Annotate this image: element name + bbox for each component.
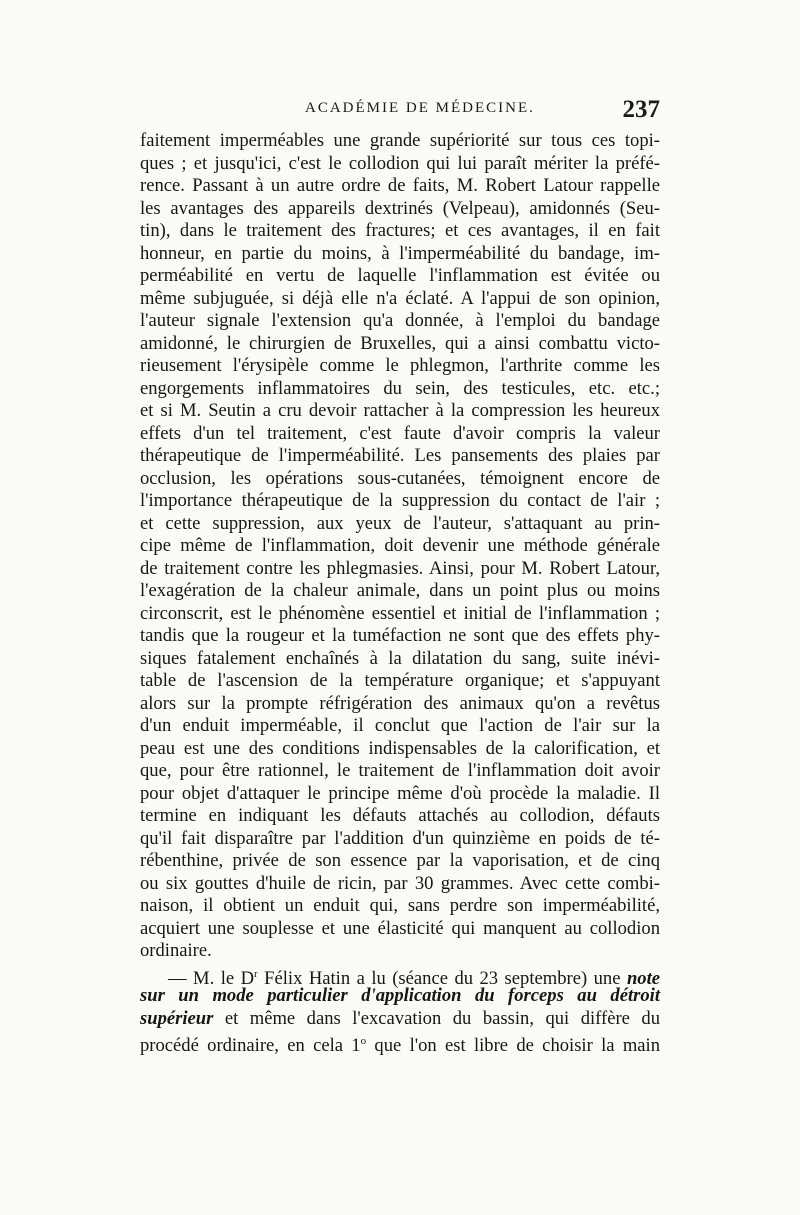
page-number: 237 (622, 96, 660, 123)
text-line: et si M. Seutin a cru devoir rattacher à la compression les heureux (140, 400, 660, 421)
text-line: tandis que la rougeur et la tuméfaction ne sont que des effets phy- (140, 625, 660, 646)
text-line: acquiert une souplesse et une élasticité qui manquent au collodion (140, 917, 660, 939)
page-header (140, 96, 660, 126)
text-line: occlusion, les opérations sous-cutanées, témoignent encore de (140, 467, 660, 489)
text-line: honneur, en partie du moins, à l'imperméabilité du bandage, im- (140, 242, 660, 264)
text-fragment: et même dans l'excavation du bassin, qui diffère du (213, 1007, 660, 1029)
text-line: thérapeutique de l'imperméabilité. Les pansements des plaies par (140, 445, 660, 466)
running-title: ACADÉMIE DE MÉDECINE. (305, 100, 535, 116)
text-line: perméabilité en vertu de laquelle l'inflammation est évitée ou (140, 265, 660, 286)
text-line: l'auteur signale l'extension qu'a donnée, à l'emploi du bandage (140, 310, 660, 331)
text-line: que, pour être rationnel, le traitement de l'inflammation doit avoir (140, 760, 660, 781)
text-line: rieusement l'érysipèle comme le phlegmon, l'arthrite comme les (140, 355, 660, 376)
text-line: rence. Passant à un autre ordre de faits, M. Robert Latour rappelle (140, 175, 660, 196)
text-line (140, 985, 660, 1008)
text-line: d'un enduit imperméable, il conclut que l'action de l'air sur la (140, 715, 660, 736)
text-line: ques ; et jusqu'ici, c'est le collodion qui lui paraît mériter la préfé- (140, 152, 660, 174)
text-line: pour objet d'attaquer le principe même d'où procède la maladie. Il (140, 782, 660, 804)
text-line (140, 1030, 661, 1057)
text-line: ordinaire. (140, 940, 212, 961)
text-line: qu'il fait disparaître par l'addition d'un quinzième en poids de té- (140, 827, 660, 849)
text-line: rébenthine, privée de son essence par la vaporisation, et de cinq (140, 850, 660, 871)
text-line: tin), dans le traitement des fractures; et ces avantages, il en fait (140, 220, 660, 241)
text-fragment: — M. le D (168, 967, 255, 989)
paragraph-1 (140, 130, 660, 963)
body-text (140, 130, 661, 1057)
italic-title-fragment: note (626, 967, 660, 989)
italic-title-fragment: sur un mode particulier d'application du forceps au détroit (140, 985, 660, 1006)
text-line: l'importance thérapeutique de la suppression du contact de l'air ; (140, 490, 660, 511)
text-line: et cette suppression, aux yeux de l'auteur, s'attaquant au prin- (140, 512, 660, 534)
text-line: ou six gouttes d'huile de ricin, par 30 grammes. Avec cette combi- (140, 872, 660, 894)
text-line: amidonné, le chirurgien de Bruxelles, qui a ainsi combattu victo- (140, 332, 660, 354)
text-line: effets d'un tel traitement, c'est faute d'avoir compris la valeur (140, 422, 660, 444)
text-line: faitement imperméables une grande supériorité sur tous ces topi- (140, 130, 660, 151)
text-fragment: Félix Hatin a lu (séance du 23 septembre) une (257, 967, 627, 989)
text-fragment: procédé ordinaire, en cela 1 (140, 1035, 361, 1057)
superscript: r (254, 967, 258, 980)
text-line: termine en indiquant les défauts attachés au collodion, défauts (140, 805, 660, 826)
text-line: de traitement contre les phlegmasies. Ainsi, pour M. Robert Latour, (140, 557, 660, 579)
superscript: o (360, 1035, 367, 1047)
text-line: peau est une des conditions indispensables de la calorification, et (140, 737, 660, 759)
text-line: l'exagération de la chaleur animale, dans un point plus ou moins (140, 580, 660, 601)
text-line (140, 963, 660, 989)
text-line: alors sur la prompte réfrigération des animaux qu'on a revêtus (140, 692, 660, 714)
paragraph-2 (140, 963, 661, 1057)
italic-title-fragment: supérieur (140, 1007, 214, 1029)
text-line: table de l'ascension de la température organique; et s'appuyant (140, 670, 660, 691)
text-line: engorgements inflammatoires du sein, des testicules, etc. etc.; (140, 377, 660, 399)
text-line: les avantages des appareils dextrinés (Velpeau), amidonnés (Seu- (140, 197, 660, 219)
text-line: cipe même de l'inflammation, doit devenir une méthode générale (140, 535, 660, 556)
text-fragment: que l'on est libre de choisir la main (366, 1035, 661, 1057)
text-line: même subjuguée, si déjà elle n'a éclaté. A l'appui de son opinion, (140, 287, 660, 309)
text-line (140, 1008, 660, 1031)
text-line: naison, il obtient un enduit qui, sans perdre son imperméabilité, (140, 895, 660, 916)
text-line: circonscrit, est le phénomène essentiel et initial de l'inflammation ; (140, 602, 660, 624)
text-line: siques fatalement enchaînés à la dilatation du sang, suite inévi- (140, 647, 660, 669)
